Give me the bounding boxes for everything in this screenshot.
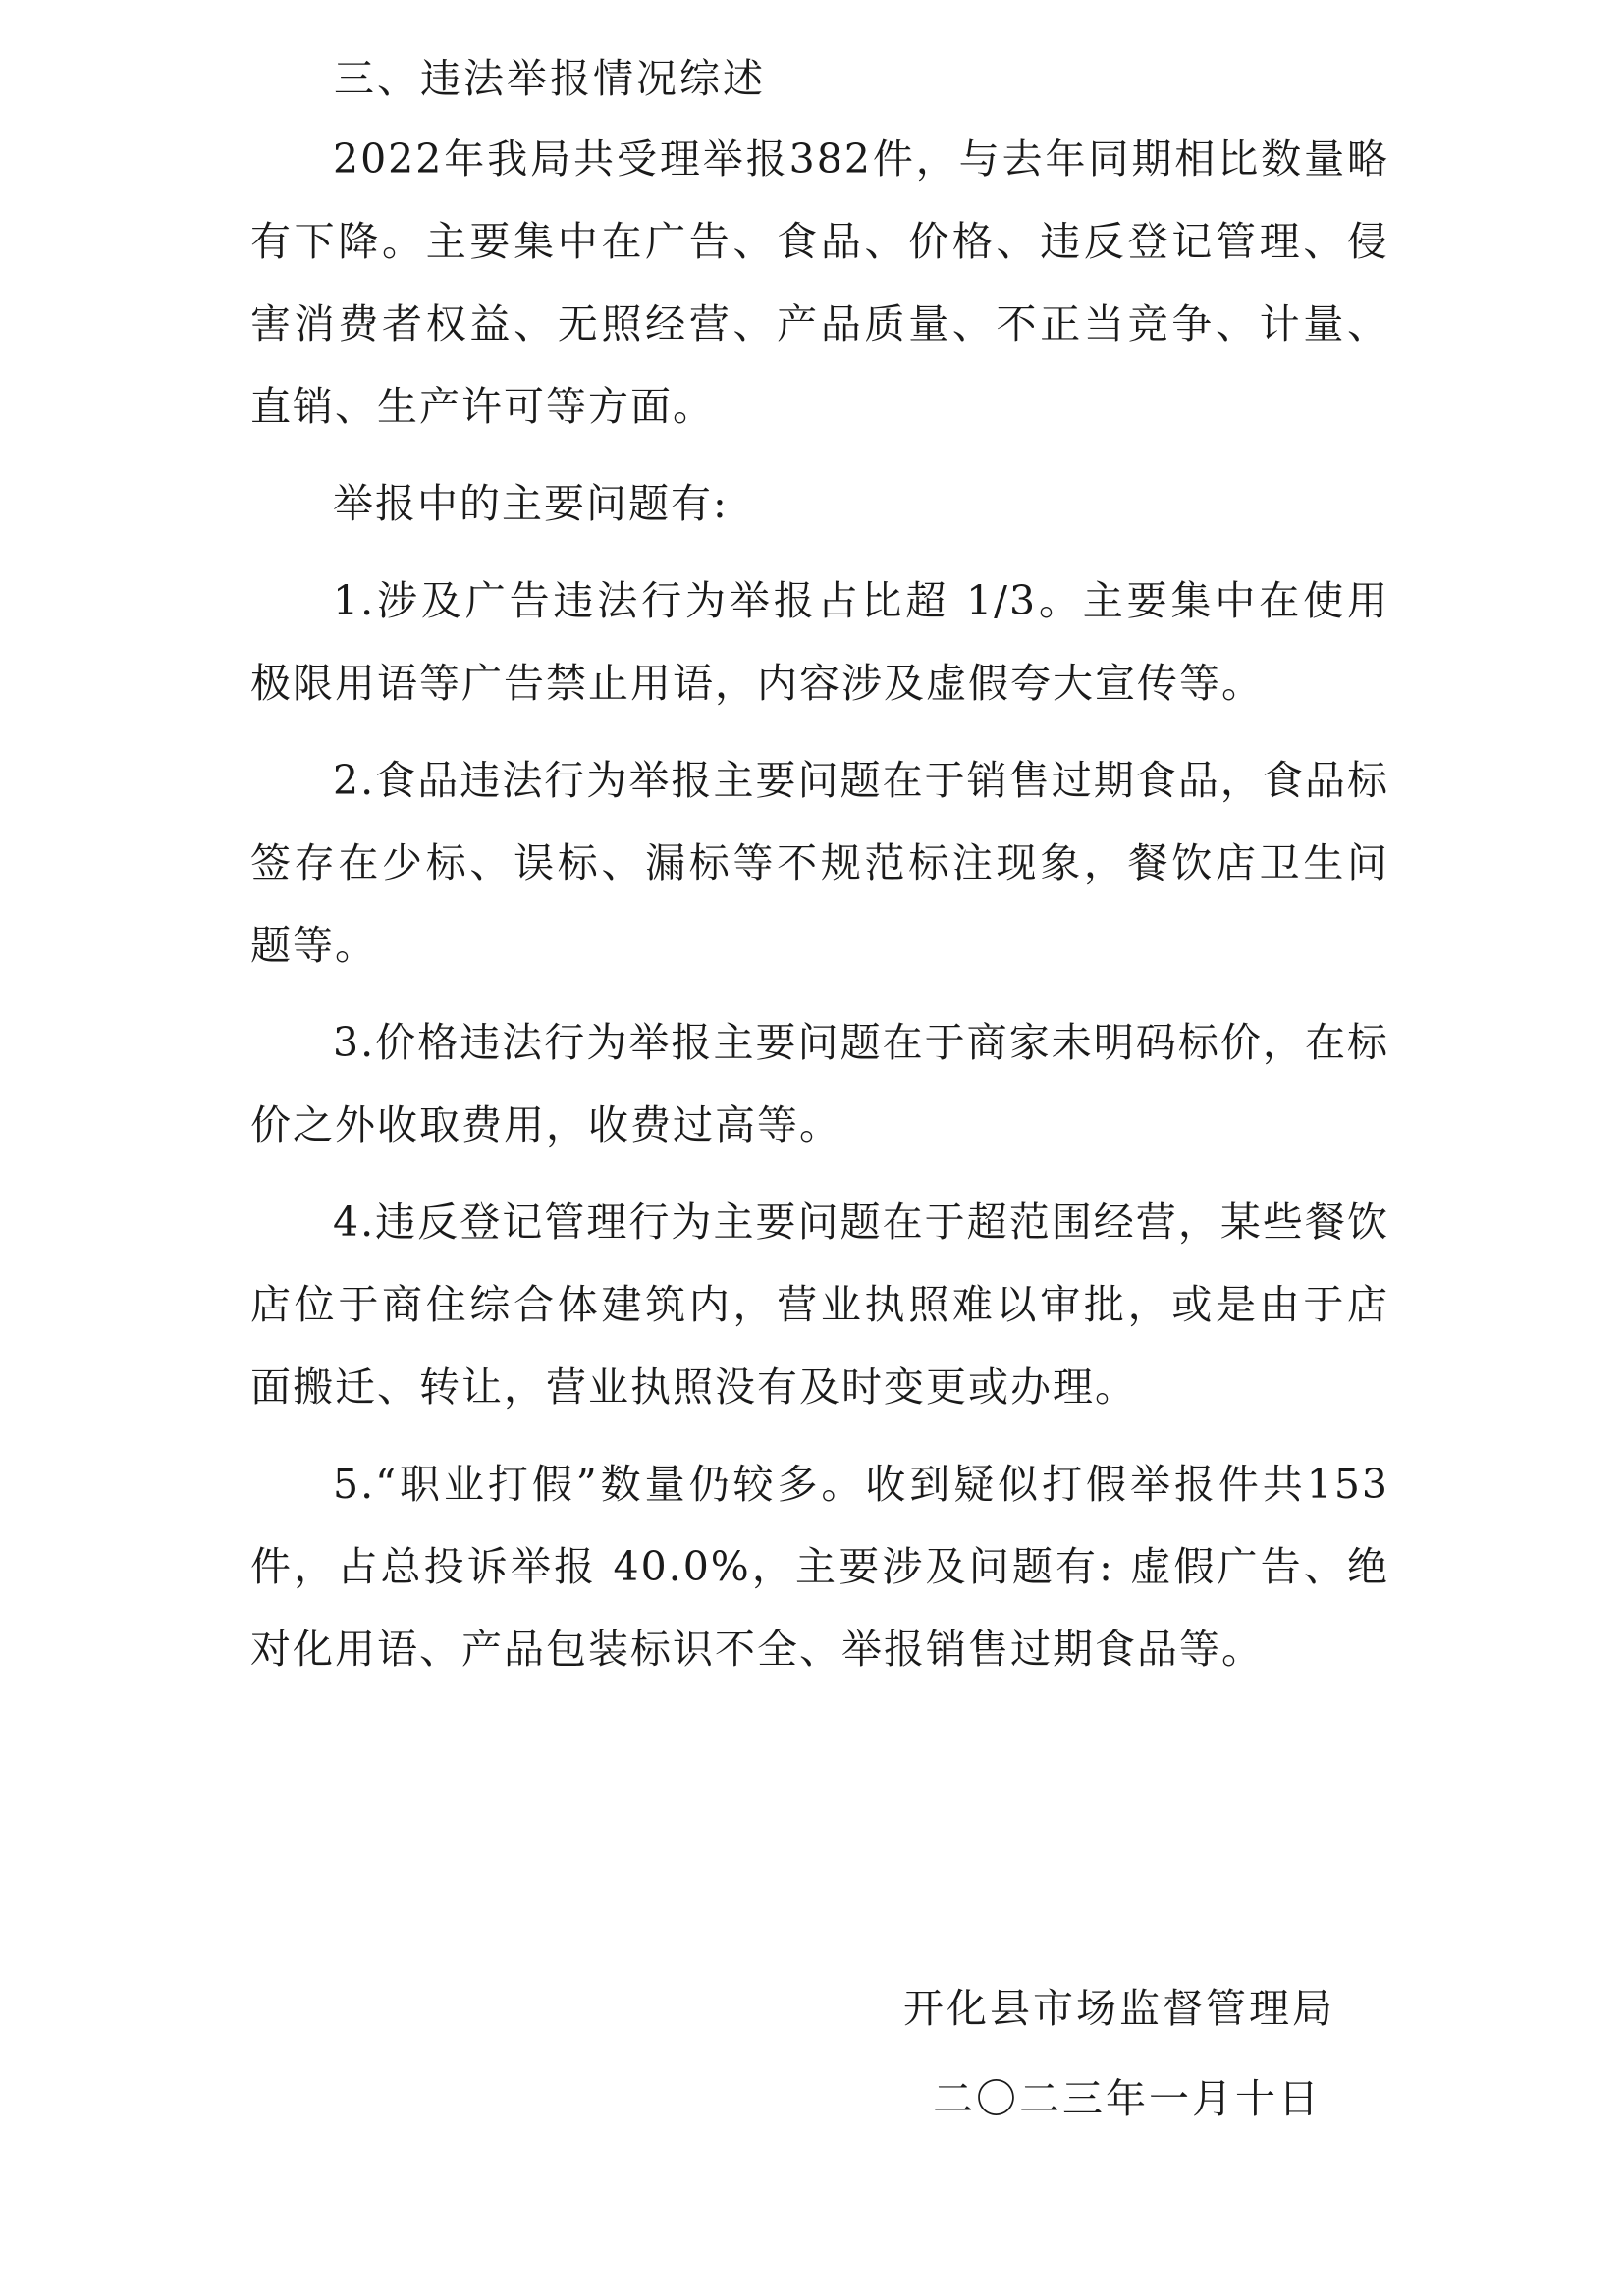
paragraph-item-4: 4.违反登记管理行为主要问题在于超范围经营，某些餐饮店位于商住综合体建筑内，营业执照难以审批，或是由于店面搬迁、转让，营业执照没有及时变更或办理。: [250, 1199, 1389, 1411]
paragraph-summary: 2022年我局共受理举报382件，与去年同期相比数量略有下降。主要集中在广告、食品、价格、违反登记管理、侵害消费者权益、无照经营、产品质量、不正当竞争、计量、直销、生产许可等方面。: [250, 135, 1389, 430]
paragraph-problems-intro: 举报中的主要问题有:: [333, 480, 729, 527]
paragraph-item-2: 2.食品违法行为举报主要问题在于销售过期食品，食品标签存在少标、误标、漏标等不规范标注现象，餐饮店卫生问题等。: [250, 757, 1389, 969]
section-heading: 三、违法举报情况综述: [334, 55, 766, 102]
signature-organization: 开化县市场监督管理局: [903, 1985, 1335, 2032]
paragraph-item-5: 5.“职业打假”数量仍较多。收到疑似打假举报件共153件，占总投诉举报 40.0%，主要涉及问题有: 虚假广告、绝对化用语、产品包装标识不全、举报销售过期食品等。: [250, 1461, 1389, 1673]
document-body: [250, 118, 1389, 1705]
signature-block: [903, 1963, 1335, 2144]
signature-date: 二〇二三年一月十日: [933, 2075, 1322, 2122]
paragraph-item-1: 1.涉及广告违法行为举报占比超 1/3。主要集中在使用极限用语等广告禁止用语，内容涉及虚假夸大宣传等。: [250, 577, 1389, 707]
paragraph-item-3: 3.价格违法行为举报主要问题在于商家未明码标价，在标价之外收取费用，收费过高等。: [250, 1019, 1389, 1148]
